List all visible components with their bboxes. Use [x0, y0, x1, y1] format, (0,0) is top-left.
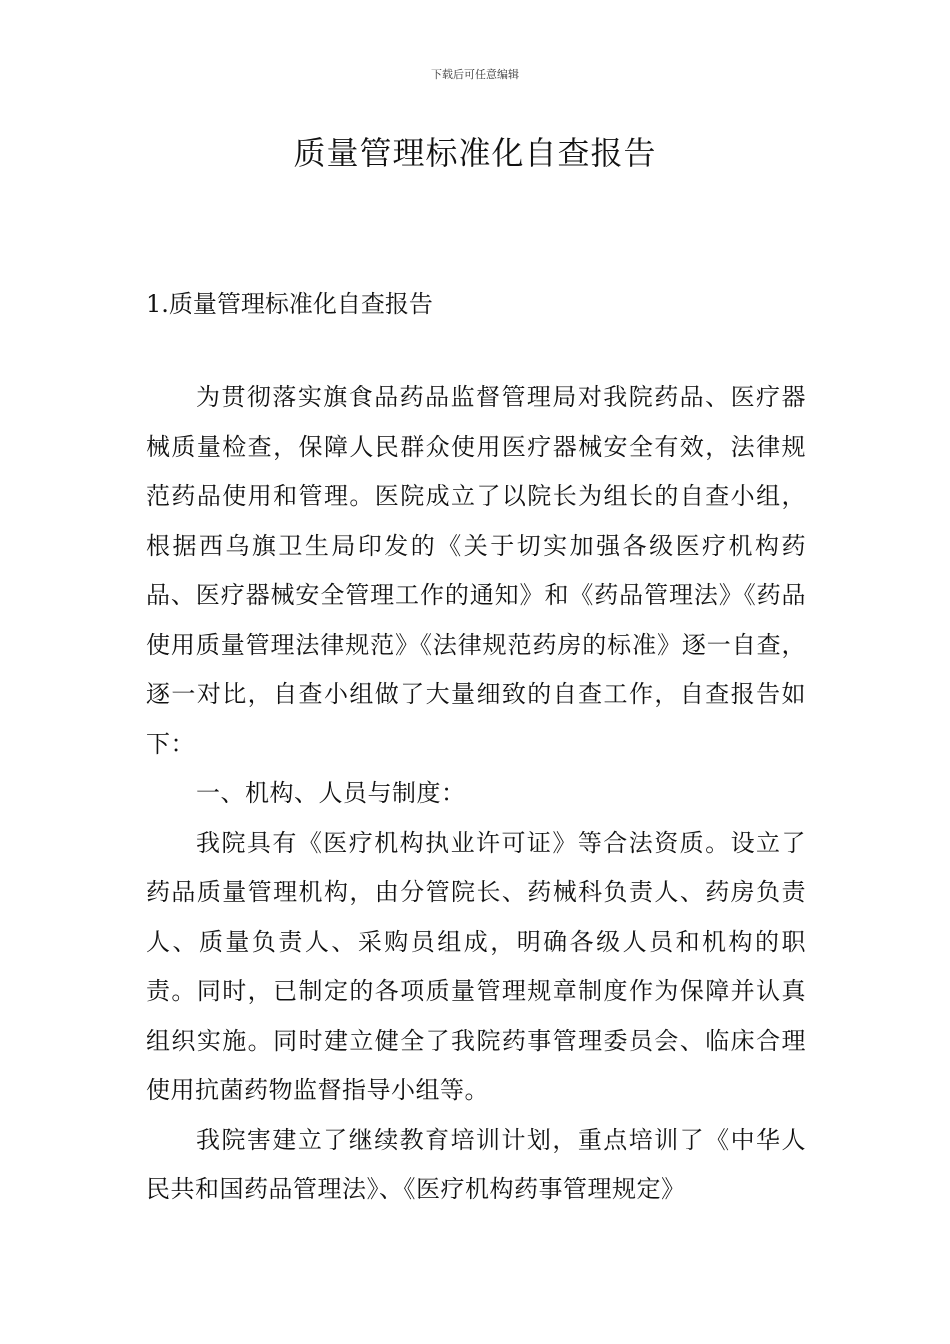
paragraph-intro: 为贯彻落实旗食品药品监督管理局对我院药品、医疗器械质量检查，保障人民群众使用医疗器械安全有效，法律规范药品使用和管理。医院成立了以院长为组长的自查小组，根据西乌旗卫生局印发的《关于切实加强各级医疗机构药品、医疗器械安全管理工作的通知》和《药品管理法》《药品使用质量管理法律规范》《法律规范药房的标准》逐一自查，逐一对比，自查小组做了大量细致的自查工作，自查报告如下：	[146, 383, 806, 758]
paragraph-subheading-organization: 一、机构、人员与制度：	[196, 779, 466, 807]
section-heading: 1.质量管理标准化自查报告	[146, 290, 433, 318]
paragraph-training: 我院害建立了继续教育培训计划，重点培训了《中华人民共和国药品管理法》、《医疗机构药事管理规定》	[146, 1125, 806, 1203]
header-note: 下载后可任意编辑	[431, 68, 519, 81]
paragraph-qualifications: 我院具有《医疗机构执业许可证》等合法资质。设立了药品质量管理机构，由分管院长、药械科负责人、药房负责人、质量负责人、采购员组成，明确各级人员和机构的职责。同时，已制定的各项质量管理规章制度作为保障并认真组织实施。同时建立健全了我院药事管理委员会、临床合理使用抗菌药物监督指导小组等。	[146, 828, 806, 1104]
document-body	[146, 373, 806, 1215]
document-title: 质量管理标准化自查报告	[293, 134, 657, 172]
